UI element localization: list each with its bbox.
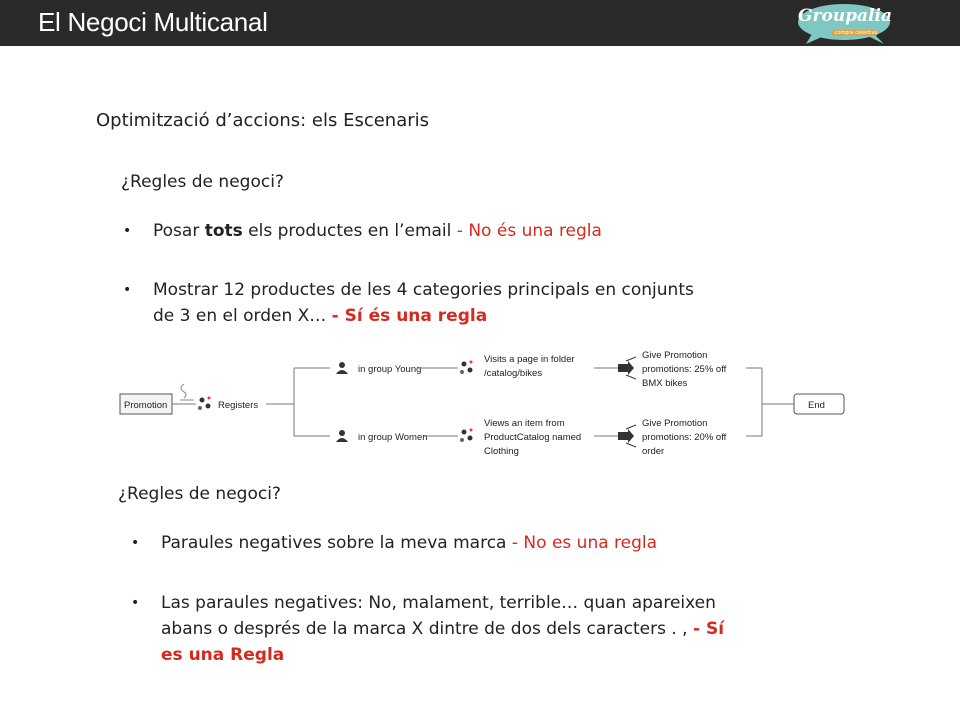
action-line: Clothing	[484, 446, 519, 457]
bullet-text: Posar	[153, 221, 205, 241]
promo-line: promotions: 20% off	[642, 432, 727, 443]
scenario-hook-icon	[180, 384, 194, 400]
user-group-icon	[336, 430, 348, 442]
promotion-arrow-icon	[618, 357, 636, 379]
header-bar	[0, 0, 960, 46]
promo-line: order	[642, 446, 665, 457]
action-line: /catalog/bikes	[484, 368, 543, 379]
event-icon	[460, 361, 473, 375]
action-line: Views an item from	[484, 418, 565, 429]
section2-bullet-1	[131, 530, 861, 556]
bullet-verdict: - No es una regla	[506, 533, 658, 553]
event-icon	[460, 429, 473, 443]
bullet-line: abans o després de la marca X dintre de dos dels caracters . ,	[161, 619, 693, 639]
registers-label: Registers	[218, 400, 259, 411]
bullet-line: Mostrar 12 productes de les 4 categories principals en conjunts	[153, 280, 694, 300]
promotion-arrow-icon	[618, 425, 636, 447]
bullet-bold-text: tots	[204, 221, 243, 241]
action-line: ProductCatalog named	[484, 432, 582, 443]
promotion-node[interactable]	[120, 394, 172, 414]
promo-line: Give Promotion	[642, 418, 708, 429]
bullet-text: els productes en l’email	[242, 221, 452, 241]
bullet-line: de 3 en el orden X…	[153, 306, 332, 326]
section2-question: ¿Regles de negoci?	[118, 484, 281, 504]
promotion-label: Promotion	[124, 400, 168, 411]
promo-line: BMX bikes	[642, 378, 688, 389]
bullet-verdict: - No és una regla	[451, 221, 602, 241]
end-node[interactable]	[794, 394, 844, 414]
bullet-line: Las paraules negatives: No, malament, terrible… quan apareixen	[161, 593, 716, 613]
section1-question: ¿Regles de negoci?	[121, 172, 284, 192]
bullet-verdict: - Sí és una regla	[331, 306, 488, 326]
slide-subtitle: Optimització d’accions: els Escenaris	[96, 110, 430, 131]
groupalia-logo	[794, 0, 898, 46]
bullet-dot-icon: •	[131, 535, 140, 551]
logo-subtext: compra colectiva	[834, 30, 878, 36]
bullet-verdict: es una Regla	[161, 645, 285, 665]
bullet-dot-icon: •	[123, 282, 132, 298]
bullet-verdict: - Sí	[693, 619, 725, 639]
section1-bullet-2	[123, 277, 853, 329]
bullet-dot-icon: •	[123, 223, 132, 239]
event-icon	[198, 397, 211, 411]
header-title: El Negoci Multicanal	[38, 7, 268, 37]
scenario-flow-diagram	[118, 348, 848, 468]
user-group-icon	[336, 362, 348, 374]
bullet-text: Paraules negatives sobre la meva marca	[161, 533, 507, 553]
logo-text: Groupalia	[798, 6, 893, 26]
action-line: Visits a page in folder	[484, 354, 575, 365]
promo-line: promotions: 25% off	[642, 364, 727, 375]
end-label: End	[808, 400, 825, 411]
branch-women	[336, 418, 762, 457]
section1-bullet-1	[123, 218, 853, 244]
registers-node[interactable]	[198, 397, 258, 412]
group-label: in group Women	[358, 432, 428, 443]
bullet-dot-icon: •	[131, 595, 140, 611]
branch-young	[336, 350, 762, 389]
promo-line: Give Promotion	[642, 350, 708, 361]
section2-bullet-2	[131, 590, 861, 668]
group-label: in group Young	[358, 364, 422, 375]
